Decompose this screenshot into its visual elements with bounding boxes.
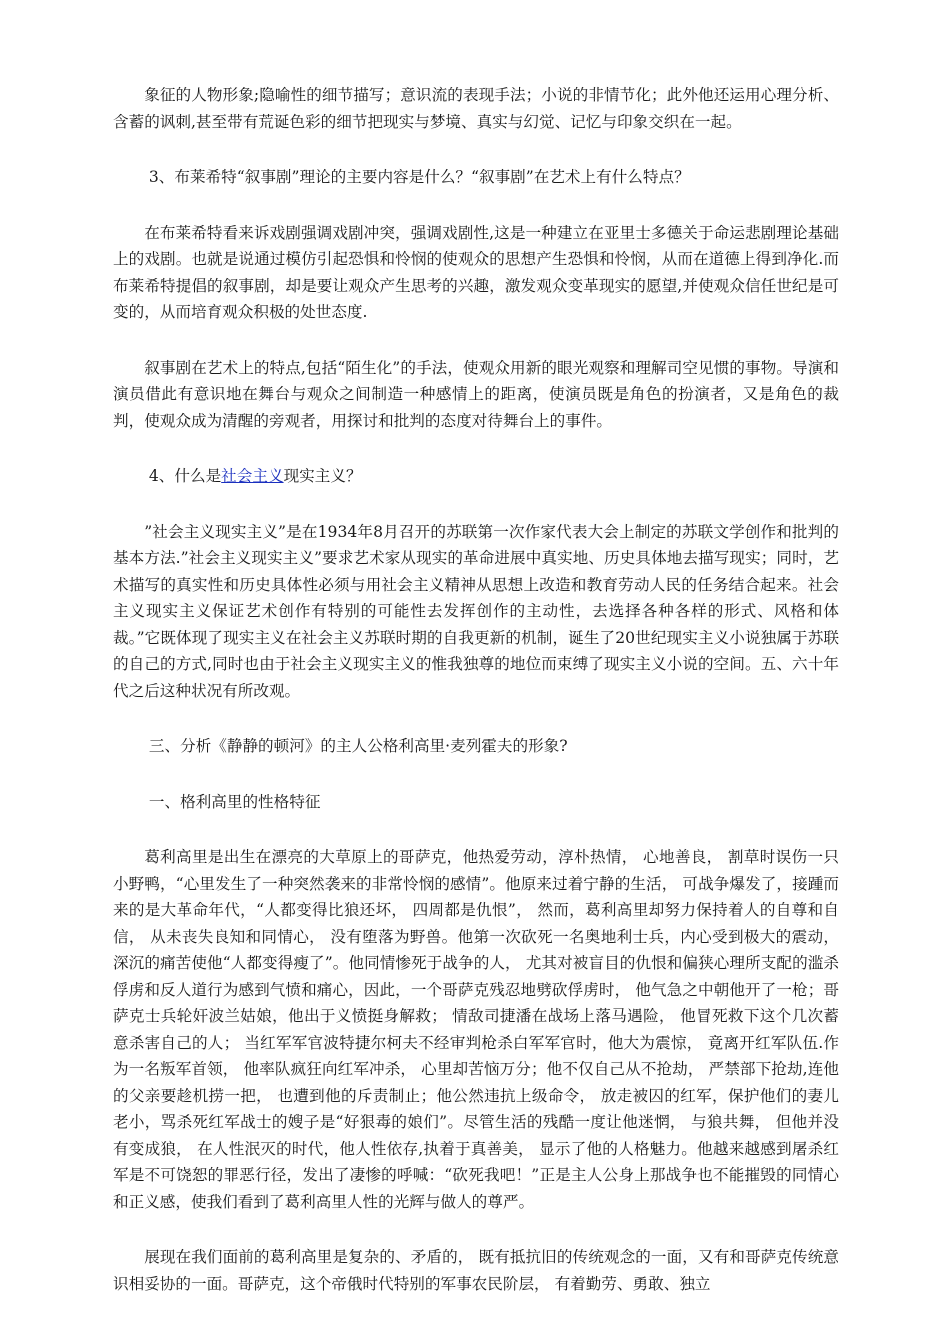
question-4-heading [113,463,839,490]
question-4-suffix: 现实主义？ [283,467,362,485]
paragraph-socialist-realism: ”社会主义现实主义”是在1934年8月召开的苏联第一次作家代表大会上制定的苏联文学创作和批判的基本方法.”社会主义现实主义”要求艺术家从现实的革命进展中真实地、历史具体地去描写现实；同时，艺术描写的真实性和历史具体性必须与用社会主义精神从思想上改造和教育劳动人民的任务结合起来。社会主义现实主义保证艺术创作有特别的可能性去发挥创作的主动性，去选择各种各样的形式、风格和体裁。”它既体现了现实主义在社会主义苏联时期的自我更新的机制，诞生了20世纪现实主义小说独属于苏联的自己的方式,同时也由于社会主义现实主义的惟我独尊的地位而束缚了现实主义小说的空间。五、六十年代之后这种状况有所改观。 [113,522,839,700]
question-3-heading: 3、布莱希特“叙事剧”理论的主要内容是什么？“叙事剧”在艺术上有什么特点？ [148,168,690,186]
paragraph-brecht-theory: 在布莱希特看来诉戏剧强调戏剧冲突，强调戏剧性,这是一种建立在亚里士多德关于命运悲剧理论基础上的戏剧。也就是说通过模仿引起恐惧和怜悯的使观众的思想产生恐惧和怜悯，从而在道德上得到净化.而布莱希特提倡的叙事剧，却是要让观众产生思考的兴趣，激发观众变革现实的愿望,并使观众信任世纪是可变的，从而培育观众积极的处世态度. [113,223,839,321]
paragraph-grigory-character: 葛利高里是出生在漂亮的大草原上的哥萨克，他热爱劳动，淳朴热情， 心地善良， 割草时误伤一只小野鸭，“心里发生了一种突然袭来的非常怜悯的感情”。他原来过着宁静的生活， 可战争爆发了，接踵而来的是大革命年代，“人都变得比狼还坏， 四周都是仇恨”， 然而，葛利高里却努力保持着人的自尊和自信， 从未丧失良知和同情心， 没有堕落为野兽。他第一次砍死一名奥地利士兵，内心受到极大的震动， 深沉的痛苦使他“人都变得瘦了”。他同情惨死于战争的人， 尤其对被盲目的仇恨和偏狭心理所支配的滥杀俘虏和反人道行为感到气愤和痛心，因此，一个哥萨克残忍地劈砍俘虏时， 他气急之中朝他开了一枪；哥萨克士兵轮奸波兰姑娘，他出于义愤挺身解救； 情敌司捷潘在战场上落马遇险， 他冒死救下这个几次蓄意杀害自己的人； 当红军军官波特捷尔柯夫不经审判枪杀白军军官时，他大为震惊， 竟离开红军队伍.作为一名叛军首领， 他率队疯狂向红军冲杀， 心里却苦恼万分；他不仅自己从不抢劫， 严禁部下抢劫,连他的父亲要趁机捞一把， 也遭到他的斥责制止；他公然违抗上级命令， 放走被囚的红军，保护他们的妻儿老小，骂杀死红军战士的嫂子是“好狠毒的娘们”。尽管生活的残酷一度让他迷惘， 与狼共舞， 但他并没有变成狼， 在人性泯灭的时代，他人性依存,执着于真善美， 显示了他的人格魅力。他越来越感到屠杀红军是不可饶恕的罪恶行径，发出了凄惨的呼喊：“砍死我吧！”正是主人公身上那战争也不能摧毁的同情心和正义感，使我们看到了葛利高里人性的光辉与做人的尊严。 [113,848,839,1211]
paragraph-epic-theatre-features: 叙事剧在艺术上的特点,包括“陌生化”的手法，使观众用新的眼光观察和理解司空见惯的事物。导演和演员借此有意识地在舞台与观众之间制造一种感情上的距离，使演员既是角色的扮演者，又是角色的裁判，使观众成为清醒的旁观者，用探讨和批判的态度对待舞台上的事件。 [113,358,839,430]
section-3-heading: 三、分析《静静的顿河》的主人公格利高里·麦列霍夫的形象? [148,737,568,755]
paragraph-grigory-contradictions: 展现在我们面前的葛利高里是复杂的、矛盾的， 既有抵抗旧的传统观念的一面，又有和哥萨克传统意识相妥协的一面。哥萨克，这个帝俄时代特别的军事农民阶层， 有着勤劳、勇敢、独立 [113,1248,839,1293]
document-page [113,82,839,1297]
socialism-link[interactable]: 社会主义 [221,467,284,485]
paragraph-symbolism: 象征的人物形象;隐喻性的细节描写；意识流的表现手法；小说的非情节化；此外他还运用心理分析、含蓄的讽刺,甚至带有荒诞色彩的细节把现实与梦境、真实与幻觉、记忆与印象交织在一起。 [113,86,839,131]
subsection-1-heading: 一、格利高里的性格特征 [148,792,321,811]
question-4-prefix: 4、什么是 [148,467,222,485]
